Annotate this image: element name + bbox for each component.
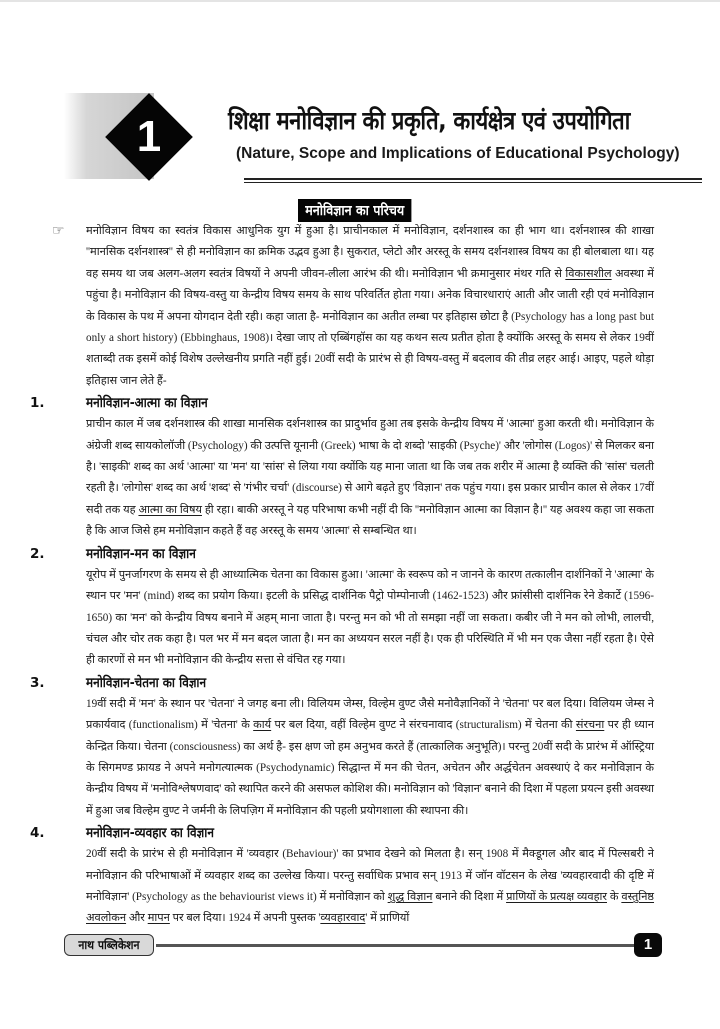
section-title: मनोविज्ञान-आत्मा का विज्ञान [86, 395, 208, 412]
section-paragraph [86, 565, 654, 672]
text-run: प्राचीन काल में जब दर्शनशास्त्र की शाखा मानसिक दर्शनशास्त्र का प्रादुर्भाव हुआ तब इसके केन्द्रीय विषय में 'आत्मा' हुआ करती थी। मनोविज्ञान के अंग्रेजी शब्द सायकोलॉजी (Psychology) की उत्पत्ति यूनानी (Greek) भाषा के दो शब्दो 'साइकी (Psyche)' और 'लोगोस (Logos)' से मिलकर बना है। 'साइकी' शब्द का अर्थ 'आत्मा' या 'मन' या 'सांस' से लिया गया क्योंकि यह माना जाता था कि जब तक शरीर में आत्मा है व्यक्ति की 'सांस' चलती रहती है। 'लोगोस' शब्द का अर्थ 'शब्द' से 'गंभीर चर्चा' (discourse) से आगे बढ़ते हुए 'विज्ञान' तक पहुंच गया। इस प्रकार प्राचीन काल से लेकर 17वीं सदी तक यह [86, 418, 654, 516]
section-paragraph [86, 844, 654, 930]
underlined-term: आत्मा का विषय [138, 503, 202, 516]
section-number: 1. [30, 395, 45, 412]
section-title: मनोविज्ञान-चेतना का विज्ञान [86, 674, 207, 691]
chapter-number: 1 [136, 112, 162, 161]
section-heading [30, 822, 654, 844]
section-heading [30, 392, 654, 414]
text-run: पर बल दिया, वहीं विल्हेम वुण्ट ने संरचनावाद (structuralism) में चेतना की [271, 719, 576, 732]
text-run: के [607, 890, 622, 903]
text-run: पर ही ध्यान केन्द्रित किया। चेतना (consciousness) का अर्थ है- इस क्षण जो हम अनुभव करते हैं (तात्कालिक अनुभूति)। परन्तु 20वीं सदी के प्रारंभ में ऑस्ट्रिया के सिगमण्ड फ्रायड ने अपने मनोगत्यात्मक (Psychodynamic) सिद्धान्त में मन की चेतन, अचेतन और अर्द्धचेतन अवस्थाएं दे कर मनोविज्ञान के केन्द्रीय विषय में 'मनोविश्लेषणवाद' को स्थापित करने की असफल कोशिश की। मनोविज्ञान को 'विज्ञान' बनाने की दिशा में पहला प्रयत्न इसी अवस्था में हुआ जब विल्हेम वुण्ट ने जर्मनी के लिपज़िग में मनोविज्ञान की पहली प्रयोगशाला की स्थापना की। [86, 719, 654, 817]
text-run: 20वीं सदी के प्रारंभ से ही मनोविज्ञान में 'व्यवहार (Behaviour)' का प्रभाव देखने को मिलता है। सन् 1908 में मैक्डूगल और बाद में पिल्सबरी ने मनोविज्ञान की परिभाषाओं में व्यवहार शब्द का उल्लेख किया। परन्तु सर्वाधिक प्रभाव सन् 1913 में जॉन वॉटसन के लेख 'व्यवहारवादी की दृष्टि में मनोविज्ञान' (Psychology as the behaviourist views it) में मनोविज्ञान को [86, 848, 654, 903]
text-run: ही रहा। बाकी अरस्तू ने यह परिभाषा कभी नहीं दी कि ''मनोविज्ञान आत्मा का विज्ञान है।'' यह अवश्य कहा जा सकता है कि आज जिसे हम मनोविज्ञान कहते हैं वह अरस्तू के समय 'आत्मा' से सम्बन्धित था। [86, 503, 654, 538]
intro-paragraph [86, 221, 654, 392]
page-number: 1 [634, 933, 662, 957]
underlined-term: वस्तुनिष्ठ अवलोकन [86, 890, 655, 925]
text-run: 19वीं सदी में 'मन' के स्थान पर 'चेतना' ने जगह बना ली। विलियम जेम्स, विल्हेम वुण्ट जैसे मनोवैज्ञानिकों ने 'चेतना' पर बल दिया। विलियम जेम्स ने प्रकार्यवाद (functionalism) में 'चेतना' के [86, 697, 654, 732]
text-run: और [126, 912, 148, 925]
section-title: मनोविज्ञान-व्यवहार का विज्ञान [86, 825, 214, 842]
text-run: यूरोप में पुनर्जागरण के समय से ही आध्यात्मिक चेतना का विकास हुआ। 'आत्मा' के स्वरूप को न जानने के कारण तत्कालीन दार्शनिकों ने 'आत्मा' के स्थान पर 'मन' (mind) शब्द का प्रयोग किया। इटली के प्रसिद्ध दार्शनिक पैट्रो पोम्पोनाजी (1462-1523) और फ्रांसीसी दार्शनिक रेने डेकार्टे (1596-1650) का 'मन' को केन्द्रीय विषय बनाने में अहम् माना जाता है। परन्तु मन को भी तो समझा नहीं जा सकता। कबीर जी ने मन को लोभी, लालची, चंचल और चोर तक कहा है। पल भर में मन बदल जाता है। मन का अध्ययन सरल नहीं है। एक ही परिस्थिति में भी मन एक जैसा नहीं रहता है। ऐसे ही कारणों से मन भी मनोविज्ञान की केन्द्रीय सत्ता से वंचित रह गया। [86, 568, 654, 667]
underlined-term: मापन [147, 912, 170, 925]
text-run: ' में प्राणियों [365, 912, 410, 925]
underlined-term: शुद्ध विज्ञान [387, 890, 433, 903]
page-content [30, 221, 655, 930]
section-number: 3. [30, 674, 45, 691]
text-run: मनोविज्ञान विषय का स्वतंत्र विकास आधुनिक युग में हुआ है। प्राचीनकाल में मनोविज्ञान, दर्शनशास्त्र का ही भाग था। दर्शनशास्त्र की शाखा ''मानसिक दर्शनशास्त्र'' से ही मनोविज्ञान का क्रमिक उद्भव हुआ है। सुकरात, प्लेटो और अरस्तू के समय दर्शनशास्त्र विषय का ही बोलबाला था। यह वह समय था जब अलग-अलग स्वतंत्र विषयों ने अपनी जीवन-लीला आरंभ की थी। मनोविज्ञान भी क्रमानुसार मंथर गति से [86, 225, 654, 280]
chapter-title-english: (Nature, Scope and Implications of Educational Psychology) [236, 145, 680, 162]
publisher-name: नाथ पब्लिकेशन [78, 937, 140, 952]
pointing-hand-icon: ☞ [52, 223, 65, 239]
publisher-badge [64, 934, 154, 956]
text-run: पर बल दिया। 1924 में अपनी पुस्तक ' [169, 912, 321, 925]
section-paragraph [86, 694, 654, 822]
section-number: 4. [30, 825, 45, 842]
text-run: बनाने की दिशा में [432, 890, 507, 903]
page-footer [64, 934, 664, 958]
section-number: 2. [30, 545, 45, 562]
section-heading [30, 543, 654, 565]
underlined-term: संरचना [575, 719, 605, 732]
underlined-term: व्यवहारवाद [320, 912, 366, 925]
section-paragraph [86, 414, 654, 542]
section-heading [30, 672, 654, 694]
intro-heading: मनोविज्ञान का परिचय [298, 199, 411, 222]
footer-rule [156, 944, 636, 947]
section-title: मनोविज्ञान-मन का विज्ञान [86, 545, 196, 562]
intro-block [52, 221, 654, 392]
text-run: अवस्था में पहुंचा है। मनोविज्ञान की विषय-वस्तु या केन्द्रीय विषय समय के साथ परिवर्तित होता गया। अनेक विचारधाराएं आती और जाती रही एवं मनोविज्ञान के विकास के पथ में अपना योगदान देती रही। कहा जाता है- मनोविज्ञान का अतीत लम्बा पर इतिहास छोटा है (Psychology has a long past but only a short history) (Ebbinghaus, 1908)। देखा जाए तो एब्बिंगहॉस का यह कथन सत्य प्रतीत होता है क्योंकि अरस्तू के समय से लेकर 19वीं शताब्दी तक इसमें कोई विशेष उल्लेखनीय प्रगति नहीं हुई। 20वीं सदी के प्रारंभ से ही विषय-वस्तु में बदलाव की तीव्र लहर आई। आइए, पहले थोड़ा इतिहास जान लेते हैं- [86, 267, 654, 387]
underlined-term: प्राणियों के प्रत्यक्ष व्यवहार [506, 890, 607, 903]
underlined-term: विकासशील [565, 267, 612, 280]
chapter-title-hindi: शिक्षा मनोविज्ञान की प्रकृति, कार्यक्षेत्र एवं उपयोगिता [228, 106, 630, 135]
underlined-term: कार्य [253, 719, 272, 732]
